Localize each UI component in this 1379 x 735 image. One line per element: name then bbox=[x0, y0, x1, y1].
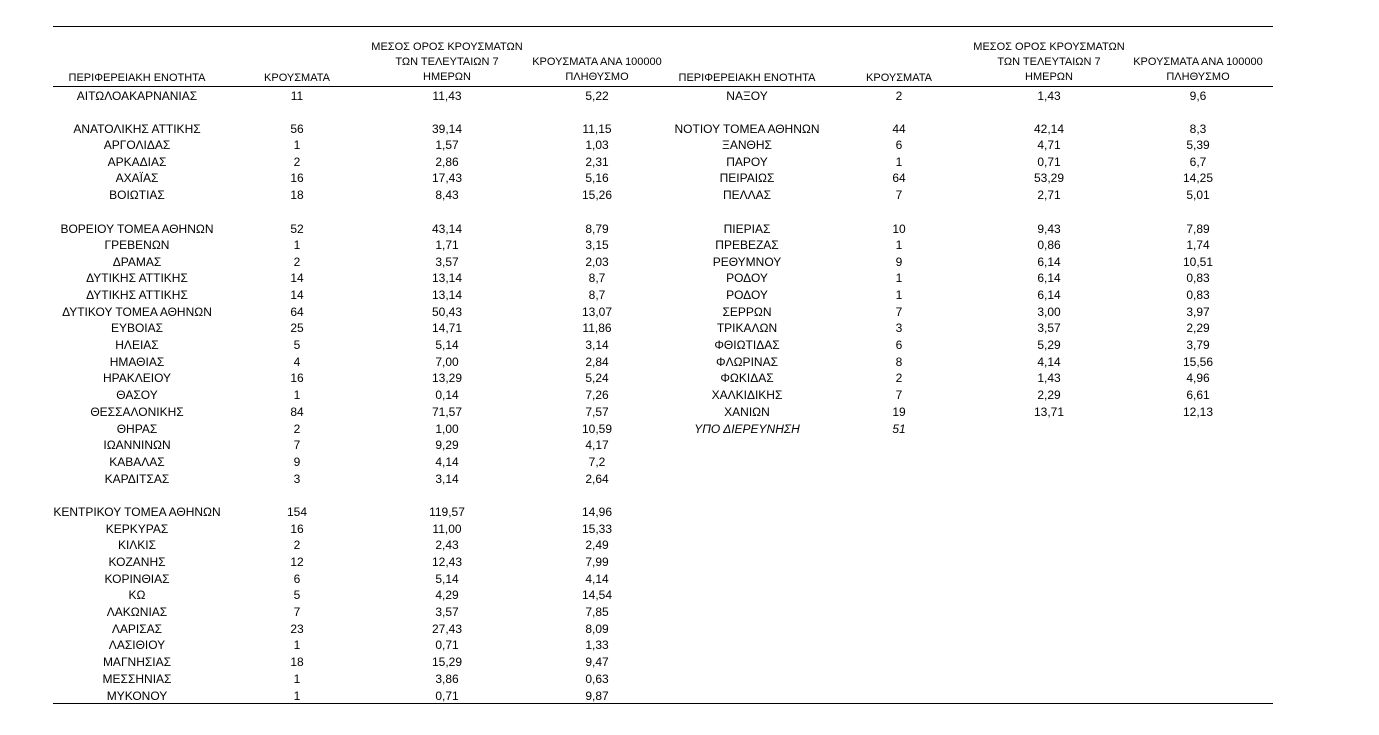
cases-count: 44 bbox=[892, 122, 906, 136]
region-name: ΦΘΙΩΤΙΔΑΣ bbox=[714, 338, 780, 352]
region-name: ΡΟΔΟΥ bbox=[726, 271, 768, 285]
region-name: ΣΕΡΡΩΝ bbox=[722, 305, 772, 319]
cases-per-100k: 14,96 bbox=[581, 505, 613, 519]
region-name: ΑΡΚΑΔΙΑΣ bbox=[107, 155, 167, 169]
cases-count: 51 bbox=[892, 422, 906, 436]
cases-per-100k: 3,15 bbox=[585, 238, 609, 252]
cases-count: 1 bbox=[293, 689, 301, 703]
region-name: ΠΑΡΟΥ bbox=[726, 155, 768, 169]
cases-count: 18 bbox=[290, 188, 304, 202]
cases-per-100k: 6,61 bbox=[1186, 388, 1210, 402]
seven-day-average: 6,14 bbox=[1037, 288, 1061, 302]
cases-per-100k: 7,2 bbox=[588, 455, 606, 469]
region-name: ΒΟΡΕΙΟΥ ΤΟΜΕΑ ΑΘΗΝΩΝ bbox=[60, 222, 214, 236]
cases-per-100k: 2,64 bbox=[585, 472, 609, 486]
left-header-per100k-line: ΚΡΟΥΣΜΑΤΑ ΑΝΑ 100000 bbox=[532, 56, 662, 68]
cases-count: 3 bbox=[293, 472, 301, 486]
cases-per-100k: 7,99 bbox=[585, 555, 609, 569]
cases-per-100k: 3,97 bbox=[1186, 305, 1210, 319]
seven-day-average: 27,43 bbox=[431, 622, 463, 636]
region-name: ΚΕΡΚΥΡΑΣ bbox=[105, 522, 169, 536]
seven-day-average: 3,14 bbox=[435, 472, 459, 486]
region-name: ΞΑΝΘΗΣ bbox=[722, 138, 772, 152]
region-name: ΚΟΡΙΝΘΙΑΣ bbox=[104, 572, 170, 586]
cases-per-100k: 14,54 bbox=[581, 588, 613, 602]
seven-day-average: 13,29 bbox=[431, 371, 463, 385]
region-name: ΔΥΤΙΚΗΣ ΑΤΤΙΚΗΣ bbox=[86, 288, 188, 302]
seven-day-average: 1,57 bbox=[435, 138, 459, 152]
cases-per-100k: 15,26 bbox=[581, 188, 613, 202]
cases-per-100k: 1,33 bbox=[585, 638, 609, 652]
seven-day-average: 42,14 bbox=[1033, 122, 1065, 136]
cases-count: 1 bbox=[895, 238, 903, 252]
seven-day-average: 9,29 bbox=[435, 438, 459, 452]
region-name: ΚΟΖΑΝΗΣ bbox=[108, 555, 166, 569]
cases-count: 11 bbox=[290, 89, 304, 103]
cases-count: 4 bbox=[293, 355, 301, 369]
region-name: ΡΟΔΟΥ bbox=[726, 288, 768, 302]
cases-count: 16 bbox=[290, 522, 304, 536]
region-name: ΛΑΚΩΝΙΑΣ bbox=[106, 605, 168, 619]
cases-per-100k: 7,26 bbox=[585, 388, 609, 402]
seven-day-average: 2,71 bbox=[1037, 188, 1061, 202]
seven-day-average: 0,71 bbox=[435, 689, 459, 703]
cases-count: 12 bbox=[290, 555, 304, 569]
seven-day-average: 4,29 bbox=[435, 588, 459, 602]
cases-count: 1 bbox=[895, 288, 903, 302]
cases-per-100k: 8,7 bbox=[588, 288, 606, 302]
cases-count: 56 bbox=[290, 122, 304, 136]
region-name: ΡΕΘΥΜΝΟΥ bbox=[712, 255, 782, 269]
cases-per-100k: 2,31 bbox=[585, 155, 609, 169]
seven-day-average: 13,14 bbox=[431, 271, 463, 285]
cases-per-100k: 5,16 bbox=[585, 171, 609, 185]
cases-count: 7 bbox=[293, 438, 301, 452]
region-name: ΚΩ bbox=[128, 588, 146, 602]
cases-per-100k: 2,29 bbox=[1186, 321, 1210, 335]
cases-per-100k: 5,22 bbox=[585, 89, 609, 103]
seven-day-average: 11,43 bbox=[432, 89, 462, 103]
region-name: ΜΑΓΝΗΣΙΑΣ bbox=[102, 655, 172, 669]
seven-day-average: 9,43 bbox=[1037, 222, 1061, 236]
seven-day-average: 3,57 bbox=[1037, 321, 1061, 335]
right-header-per100k-line: ΚΡΟΥΣΜΑΤΑ ΑΝΑ 100000 bbox=[1133, 56, 1263, 68]
cases-per-100k: 9,6 bbox=[1189, 89, 1207, 103]
cases-count: 7 bbox=[895, 388, 903, 402]
left-header-avg-line: ΗΜΕΡΩΝ bbox=[423, 71, 471, 83]
seven-day-average: 5,14 bbox=[435, 338, 459, 352]
right-header-region: ΠΕΡΙΦΕΡΕΙΑΚΗ ΕΝΟΤΗΤΑ bbox=[678, 72, 816, 84]
region-name: ΚΑΡΔΙΤΣΑΣ bbox=[104, 472, 170, 486]
cases-per-100k: 9,47 bbox=[585, 655, 609, 669]
region-name: ΧΑΛΚΙΔΙΚΗΣ bbox=[711, 388, 783, 402]
cases-per-100k: 0,83 bbox=[1186, 271, 1210, 285]
cases-per-100k: 5,24 bbox=[585, 371, 609, 385]
cases-count: 2 bbox=[293, 538, 301, 552]
cases-per-100k: 4,14 bbox=[585, 572, 609, 586]
region-name: ΗΜΑΘΙΑΣ bbox=[109, 355, 165, 369]
seven-day-average: 7,00 bbox=[435, 355, 459, 369]
cases-count: 52 bbox=[290, 222, 304, 236]
seven-day-average: 3,00 bbox=[1037, 305, 1061, 319]
region-name: ΚΙΛΚΙΣ bbox=[117, 538, 157, 552]
seven-day-average: 14,71 bbox=[431, 321, 463, 335]
cases-count: 1 bbox=[293, 638, 301, 652]
region-name: ΘΕΣΣΑΛΟΝΙΚΗΣ bbox=[90, 405, 184, 419]
cases-per-100k: 2,03 bbox=[585, 255, 609, 269]
region-name: ΜΥΚΟΝΟΥ bbox=[106, 689, 168, 703]
cases-count: 8 bbox=[895, 355, 903, 369]
cases-count: 3 bbox=[895, 321, 903, 335]
seven-day-average: 8,43 bbox=[435, 188, 459, 202]
region-name: ΗΡΑΚΛΕΙΟΥ bbox=[102, 371, 172, 385]
seven-day-average: 0,71 bbox=[435, 638, 459, 652]
seven-day-average: 0,14 bbox=[435, 388, 459, 402]
right-header-avg-line: ΤΩΝ ΤΕΛΕΥΤΑΙΩΝ 7 bbox=[997, 56, 1101, 68]
cases-count: 9 bbox=[293, 455, 301, 469]
cases-count: 1 bbox=[293, 672, 301, 686]
cases-count: 25 bbox=[290, 321, 304, 335]
region-name: ΥΠΟ ΔΙΕΡΕΥΝΗΣΗ bbox=[694, 422, 800, 436]
right-header-avg-line: ΜΕΣΟΣ ΟΡΟΣ ΚΡΟΥΣΜΑΤΩΝ bbox=[973, 41, 1125, 53]
cases-count: 9 bbox=[895, 255, 903, 269]
cases-count: 154 bbox=[286, 505, 308, 519]
cases-count: 1 bbox=[293, 238, 301, 252]
cases-count: 7 bbox=[895, 305, 903, 319]
header-rule bbox=[53, 86, 1273, 87]
region-name: ΦΩΚΙΔΑΣ bbox=[720, 371, 774, 385]
region-name: ΘΑΣΟΥ bbox=[116, 388, 158, 402]
cases-per-100k: 5,01 bbox=[1186, 188, 1210, 202]
seven-day-average: 4,14 bbox=[435, 455, 459, 469]
region-name: ΠΕΙΡΑΙΩΣ bbox=[719, 171, 775, 185]
seven-day-average: 50,43 bbox=[431, 305, 463, 319]
region-name: ΙΩΑΝΝΙΝΩΝ bbox=[103, 438, 171, 452]
cases-per-100k: 7,89 bbox=[1186, 222, 1210, 236]
region-name: ΕΥΒΟΙΑΣ bbox=[110, 321, 164, 335]
region-name: ΑΙΤΩΛΟΑΚΑΡΝΑΝΙΑΣ bbox=[76, 89, 198, 103]
cases-count: 1 bbox=[293, 138, 301, 152]
cases-per-100k: 0,63 bbox=[585, 672, 609, 686]
right-header-per100k-line: ΠΛΗΘΥΣΜΟ bbox=[1166, 71, 1230, 83]
right-header-cases: ΚΡΟΥΣΜΑΤΑ bbox=[866, 72, 932, 84]
left-header-region: ΠΕΡΙΦΕΡΕΙΑΚΗ ΕΝΟΤΗΤΑ bbox=[68, 72, 206, 84]
cases-count: 1 bbox=[895, 155, 903, 169]
region-name: ΛΑΣΙΘΙΟΥ bbox=[108, 638, 166, 652]
seven-day-average: 3,57 bbox=[435, 255, 459, 269]
left-header-per100k-line: ΠΛΗΘΥΣΜΟ bbox=[565, 71, 629, 83]
seven-day-average: 13,71 bbox=[1033, 405, 1065, 419]
cases-count: 19 bbox=[892, 405, 906, 419]
seven-day-average: 17,43 bbox=[431, 171, 463, 185]
cases-per-100k: 3,79 bbox=[1186, 338, 1210, 352]
cases-per-100k: 10,59 bbox=[581, 422, 613, 436]
cases-count: 64 bbox=[892, 171, 906, 185]
seven-day-average: 0,71 bbox=[1037, 155, 1061, 169]
seven-day-average: 3,86 bbox=[435, 672, 459, 686]
cases-per-100k: 2,84 bbox=[585, 355, 609, 369]
seven-day-average: 13,14 bbox=[431, 288, 463, 302]
region-name: ΑΡΓΟΛΙΔΑΣ bbox=[103, 138, 171, 152]
cases-count: 18 bbox=[290, 655, 304, 669]
cases-per-100k: 15,56 bbox=[1182, 355, 1214, 369]
region-name: ΠΕΛΛΑΣ bbox=[722, 188, 772, 202]
cases-count: 10 bbox=[892, 222, 906, 236]
right-header-avg-line: ΗΜΕΡΩΝ bbox=[1025, 71, 1073, 83]
region-name: ΠΡΕΒΕΖΑΣ bbox=[715, 238, 779, 252]
cases-per-100k: 11,86 bbox=[582, 321, 612, 335]
seven-day-average: 4,14 bbox=[1037, 355, 1061, 369]
region-name: ΑΝΑΤΟΛΙΚΗΣ ΑΤΤΙΚΗΣ bbox=[73, 122, 201, 136]
region-name: ΔΥΤΙΚΟΥ ΤΟΜΕΑ ΑΘΗΝΩΝ bbox=[62, 305, 212, 319]
cases-count: 23 bbox=[290, 622, 304, 636]
cases-per-100k: 0,83 bbox=[1186, 288, 1210, 302]
seven-day-average: 39,14 bbox=[431, 122, 463, 136]
seven-day-average: 4,71 bbox=[1037, 138, 1061, 152]
seven-day-average: 2,29 bbox=[1037, 388, 1061, 402]
seven-day-average: 11,00 bbox=[432, 522, 462, 536]
seven-day-average: 5,14 bbox=[435, 572, 459, 586]
cases-count: 64 bbox=[290, 305, 304, 319]
cases-per-100k: 13,07 bbox=[581, 305, 613, 319]
seven-day-average: 2,43 bbox=[435, 538, 459, 552]
seven-day-average: 1,71 bbox=[435, 238, 459, 252]
cases-count: 84 bbox=[290, 405, 304, 419]
seven-day-average: 2,86 bbox=[435, 155, 459, 169]
region-name: ΠΙΕΡΙΑΣ bbox=[723, 222, 771, 236]
seven-day-average: 1,00 bbox=[435, 422, 459, 436]
region-name: ΗΛΕΙΑΣ bbox=[115, 338, 159, 352]
region-name: ΝΑΞΟΥ bbox=[726, 89, 768, 103]
cases-count: 2 bbox=[895, 89, 903, 103]
seven-day-average: 43,14 bbox=[431, 222, 463, 236]
region-name: ΔΡΑΜΑΣ bbox=[112, 255, 162, 269]
cases-per-100k: 8,79 bbox=[585, 222, 609, 236]
seven-day-average: 15,29 bbox=[431, 655, 463, 669]
seven-day-average: 1,43 bbox=[1037, 371, 1061, 385]
cases-per-100k: 14,25 bbox=[1182, 171, 1214, 185]
cases-count: 14 bbox=[290, 288, 304, 302]
cases-count: 14 bbox=[290, 271, 304, 285]
cases-per-100k: 11,15 bbox=[582, 122, 612, 136]
left-header-avg-line: ΤΩΝ ΤΕΛΕΥΤΑΙΩΝ 7 bbox=[395, 56, 499, 68]
region-name: ΦΛΩΡΙΝΑΣ bbox=[716, 355, 778, 369]
cases-per-100k: 10,51 bbox=[1182, 255, 1214, 269]
left-header-avg-line: ΜΕΣΟΣ ΟΡΟΣ ΚΡΟΥΣΜΑΤΩΝ bbox=[371, 41, 523, 53]
seven-day-average: 1,43 bbox=[1037, 89, 1061, 103]
cases-count: 16 bbox=[290, 371, 304, 385]
cases-count: 7 bbox=[895, 188, 903, 202]
cases-count: 5 bbox=[293, 588, 301, 602]
cases-per-100k: 5,39 bbox=[1186, 138, 1210, 152]
cases-count: 2 bbox=[895, 371, 903, 385]
region-name: ΓΡΕΒΕΝΩΝ bbox=[104, 238, 170, 252]
region-name: ΚΑΒΑΛΑΣ bbox=[109, 455, 165, 469]
region-name: ΘΗΡΑΣ bbox=[116, 422, 158, 436]
region-name: ΛΑΡΙΣΑΣ bbox=[111, 622, 163, 636]
cases-per-100k: 12,13 bbox=[1182, 405, 1214, 419]
region-name: ΜΕΣΣΗΝΙΑΣ bbox=[102, 672, 172, 686]
region-name: ΧΑΝΙΩΝ bbox=[724, 405, 770, 419]
seven-day-average: 0,86 bbox=[1037, 238, 1061, 252]
cases-per-100k: 7,85 bbox=[585, 605, 609, 619]
cases-per-100k: 8,7 bbox=[588, 271, 606, 285]
cases-per-100k: 15,33 bbox=[581, 522, 613, 536]
seven-day-average: 6,14 bbox=[1037, 271, 1061, 285]
cases-count: 2 bbox=[293, 422, 301, 436]
seven-day-average: 3,57 bbox=[435, 605, 459, 619]
region-name: ΒΟΙΩΤΙΑΣ bbox=[109, 188, 165, 202]
seven-day-average: 71,57 bbox=[431, 405, 463, 419]
cases-count: 1 bbox=[895, 271, 903, 285]
cases-per-100k: 6,7 bbox=[1189, 155, 1207, 169]
region-name: ΔΥΤΙΚΗΣ ΑΤΤΙΚΗΣ bbox=[86, 271, 188, 285]
seven-day-average: 12,43 bbox=[431, 555, 463, 569]
cases-per-100k: 3,14 bbox=[585, 338, 609, 352]
cases-per-100k: 1,03 bbox=[585, 138, 609, 152]
region-name: ΝΟΤΙΟΥ ΤΟΜΕΑ ΑΘΗΝΩΝ bbox=[674, 122, 820, 136]
cases-per-100k: 4,96 bbox=[1186, 371, 1210, 385]
region-name: ΚΕΝΤΡΙΚΟΥ ΤΟΜΕΑ ΑΘΗΝΩΝ bbox=[53, 505, 221, 519]
cases-per-100k: 4,17 bbox=[585, 438, 609, 452]
seven-day-average: 53,29 bbox=[1033, 171, 1065, 185]
cases-count: 6 bbox=[895, 338, 903, 352]
cases-count: 16 bbox=[290, 171, 304, 185]
region-name: ΤΡΙΚΑΛΩΝ bbox=[716, 321, 778, 335]
cases-per-100k: 7,57 bbox=[585, 405, 609, 419]
cases-per-100k: 1,74 bbox=[1186, 238, 1210, 252]
cases-per-100k: 2,49 bbox=[585, 538, 609, 552]
left-header-cases: ΚΡΟΥΣΜΑΤΑ bbox=[264, 72, 330, 84]
cases-per-100k: 9,87 bbox=[585, 689, 609, 703]
top-rule bbox=[53, 26, 1273, 27]
seven-day-average: 119,57 bbox=[429, 505, 465, 519]
cases-per-100k: 8,09 bbox=[585, 622, 609, 636]
cases-count: 6 bbox=[895, 138, 903, 152]
cases-count: 5 bbox=[293, 338, 301, 352]
cases-count: 2 bbox=[293, 255, 301, 269]
seven-day-average: 5,29 bbox=[1037, 338, 1061, 352]
region-name: ΑΧΑΪΑΣ bbox=[115, 171, 159, 185]
cases-count: 6 bbox=[293, 572, 301, 586]
seven-day-average: 6,14 bbox=[1037, 255, 1061, 269]
cases-count: 7 bbox=[293, 605, 301, 619]
cases-count: 2 bbox=[293, 155, 301, 169]
cases-per-100k: 8,3 bbox=[1189, 122, 1207, 136]
cases-count: 1 bbox=[293, 388, 301, 402]
